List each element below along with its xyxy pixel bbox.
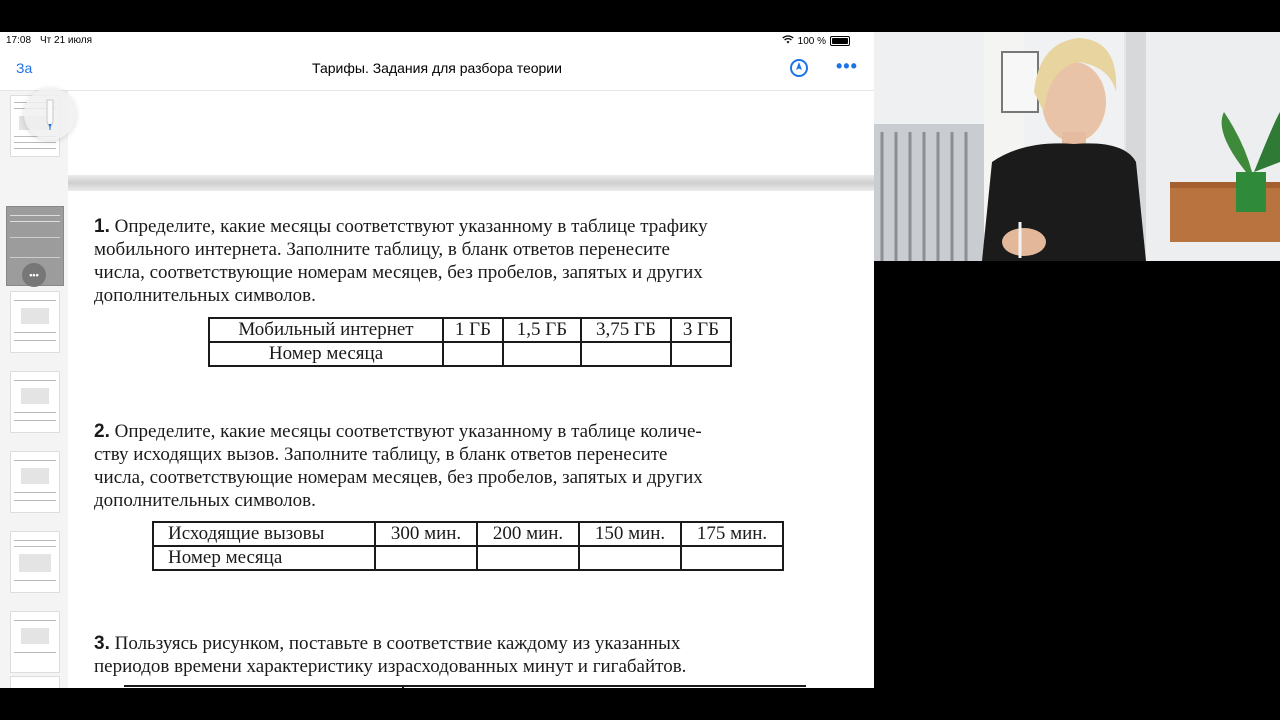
table-header-cell: Номер месяца bbox=[209, 342, 443, 366]
task-line: ству исходящих вызов. Заполните таблицу, в бланк ответов перенесите bbox=[94, 444, 668, 465]
page-thumbnail[interactable] bbox=[10, 611, 60, 673]
task-line: периодов времени характеристику израсходованных минут и гигабайтов. bbox=[94, 656, 687, 677]
thumbnail-options-button[interactable]: ••• bbox=[22, 263, 46, 287]
task-1-table bbox=[208, 317, 732, 367]
task-line: мобильного интернета. Заполните таблицу, в бланк ответов перенесите bbox=[94, 239, 670, 260]
table-header-cell: Исходящие вызовы bbox=[153, 522, 375, 546]
page-thumbnail[interactable] bbox=[10, 676, 60, 688]
table-value-cell: 3,75 ГБ bbox=[581, 318, 671, 342]
task-line: числа, соответствующие номерам месяцев, без пробелов, запятых и других bbox=[94, 262, 703, 283]
task-line: дополнительных символов. bbox=[94, 490, 316, 511]
answer-cell bbox=[443, 342, 503, 366]
table-header-cell: Мобильный интернет bbox=[209, 318, 443, 342]
answer-cell bbox=[503, 342, 581, 366]
nav-bar bbox=[0, 48, 874, 91]
battery-icon bbox=[830, 36, 850, 46]
answer-cell bbox=[579, 546, 681, 570]
table-value-cell: 300 мин. bbox=[375, 522, 477, 546]
pencil-tip-icon bbox=[794, 61, 804, 71]
task-line: Пользуясь рисунком, поставьте в соответствие каждому из указанных bbox=[114, 633, 681, 654]
battery-percent: 100 % bbox=[797, 35, 826, 47]
page-thumbnail[interactable] bbox=[10, 371, 60, 433]
task-line: числа, соответствующие номерам месяцев, без пробелов, запятых и других bbox=[94, 467, 703, 488]
back-button[interactable]: За bbox=[16, 60, 33, 76]
answer-cell bbox=[375, 546, 477, 570]
page-thumbnail[interactable] bbox=[10, 531, 60, 593]
table-value-cell: 3 ГБ bbox=[671, 318, 731, 342]
task-line: Определите, какие месяцы соответствуют указанному в таблице количе- bbox=[114, 421, 702, 442]
presenter-video-icon bbox=[874, 32, 1280, 261]
page-separator bbox=[68, 175, 874, 191]
task-2-text bbox=[94, 420, 844, 512]
document-page[interactable] bbox=[68, 91, 874, 688]
answer-cell bbox=[477, 546, 579, 570]
table-value-cell: 200 мин. bbox=[477, 522, 579, 546]
thumbnail-sidebar[interactable] bbox=[0, 91, 68, 688]
task-1-text bbox=[94, 215, 844, 307]
ipad-screen bbox=[0, 32, 874, 688]
answer-cell bbox=[671, 342, 731, 366]
answer-cell bbox=[681, 546, 783, 570]
page-thumbnail[interactable] bbox=[10, 291, 60, 353]
document-title: Тарифы. Задания для разбора теории bbox=[312, 60, 562, 76]
markup-button[interactable] bbox=[790, 59, 808, 77]
task-3-text bbox=[94, 632, 844, 678]
status-bar bbox=[0, 32, 874, 48]
task-number: 3. bbox=[94, 633, 110, 654]
presenter-webcam bbox=[874, 32, 1280, 261]
task-3-table-top bbox=[124, 685, 806, 688]
pencil-icon bbox=[38, 96, 62, 132]
task-2-table bbox=[152, 521, 784, 571]
table-value-cell: 1 ГБ bbox=[443, 318, 503, 342]
task-line: дополнительных символов. bbox=[94, 285, 316, 306]
table-header-cell: Номер месяца bbox=[153, 546, 375, 570]
page-thumbnail[interactable] bbox=[10, 451, 60, 513]
wifi-icon bbox=[782, 35, 794, 47]
answer-cell bbox=[581, 342, 671, 366]
pencil-tool-button[interactable] bbox=[24, 88, 76, 140]
table-value-cell: 150 мин. bbox=[579, 522, 681, 546]
table-value-cell: 175 мин. bbox=[681, 522, 783, 546]
status-time: 17:08 bbox=[6, 35, 32, 46]
more-options-button[interactable]: ••• bbox=[836, 56, 858, 76]
task-number: 2. bbox=[94, 421, 110, 442]
task-line: Определите, какие месяцы соответствуют указанному в таблице трафику bbox=[114, 216, 708, 237]
table-value-cell: 1,5 ГБ bbox=[503, 318, 581, 342]
status-date: Чт 21 июля bbox=[40, 35, 93, 46]
task-number: 1. bbox=[94, 216, 110, 237]
